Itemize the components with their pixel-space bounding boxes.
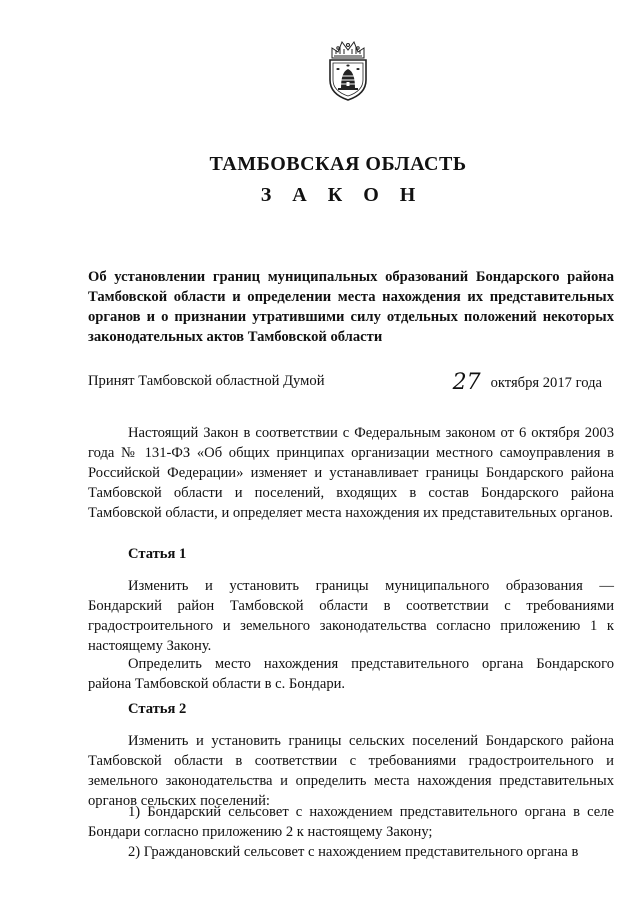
- adoption-date: [453, 371, 602, 393]
- adoption-month-year: октября 2017 года: [490, 375, 602, 391]
- article-1-paragraph-1: Изменить и установить границы муниципального образования — Бондарский район Тамбовской области в соответствии с требованиями градостроительного и земельного законодательства согласно приложению 1 к настоящему Закону.: [88, 578, 614, 654]
- article-2-title: Статья 2: [128, 701, 187, 717]
- preamble-paragraph: Настоящий Закон в соответствии с Федеральным законом от 6 октября 2003 года № 131-ФЗ «Об общих принципах организации местного самоуправления в Российской Федерации» изменяет и устанавливает границы Бондарского района Тамбовской области и поселений, входящих в состав Бондарского района Тамбовской области, и определяет места нахождения их представительных органов.: [88, 425, 614, 521]
- article-2-item-2: 2) Граждановский сельсовет с нахождением представительного органа в: [128, 844, 579, 860]
- coat-of-arms-icon: [324, 38, 372, 102]
- adoption-day-handwritten: 27: [452, 370, 481, 395]
- region-heading: ТАМБОВСКАЯ ОБЛАСТЬ: [209, 153, 467, 175]
- article-1-paragraph-2: Определить место нахождения представительного органа Бондарского района Тамбовской области в с. Бондари.: [88, 656, 614, 692]
- document-type-heading: З А К О Н: [260, 184, 424, 206]
- law-title: Об установлении границ муниципальных образований Бондарского района Тамбовской области и определении места нахождения их представительных органов и о признании утратившими силу отдельных положений некоторых законодательных актов Тамбовской области: [88, 269, 614, 345]
- article-2-item-1: 1) Бондарский сельсовет с нахождением представительного органа в селе Бондари согласно приложению 2 к настоящему Закону;: [88, 804, 614, 840]
- adoption-line: [88, 370, 614, 395]
- article-1-title: Статья 1: [128, 546, 187, 562]
- article-2-intro: Изменить и установить границы сельских поселений Бондарского района Тамбовской области в соответствии с требованиями градостроительного и земельного законодательства и определить места нахождения представительных органов сельских поселений:: [88, 733, 614, 809]
- adoption-label: Принят Тамбовской областной Думой: [88, 373, 325, 389]
